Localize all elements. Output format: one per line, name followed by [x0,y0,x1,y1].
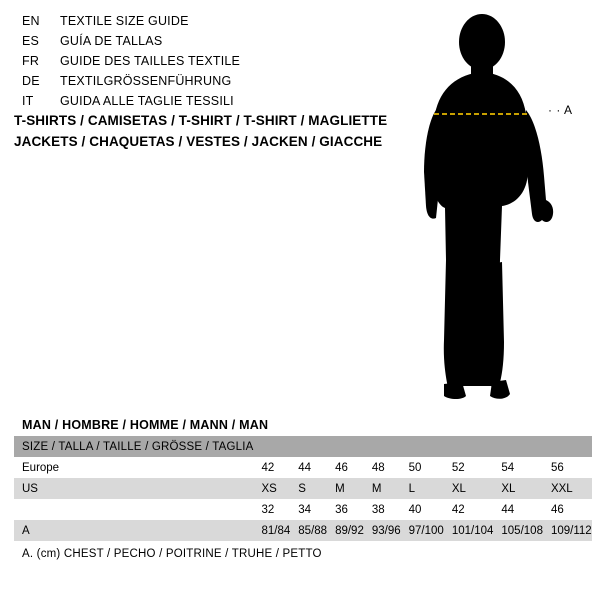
table-header-row [14,436,592,457]
table-row [14,457,592,478]
table-header-cell [401,436,444,457]
category-tshirts: T-SHIRTS / CAMISETAS / T-SHIRT / T-SHIRT / MAGLIETTE [14,113,388,128]
row-cell: M [371,482,382,495]
row-cell: 52 [451,461,465,474]
legend-row [22,54,382,74]
legend-row [22,34,382,54]
table-header-cell [543,436,592,457]
row-cell: XS [261,482,277,495]
figure-right-foot [490,380,510,399]
row-cell: XXL [550,482,573,495]
row-cell: 56 [550,461,564,474]
category-jackets: JACKETS / CHAQUETAS / VESTES / JACKEN / GIACCHE [14,134,383,149]
figure-left-foot [444,382,466,399]
row-cell: 44 [298,461,312,474]
language-legend [22,14,382,114]
legend-language-text: GUÍA DE TALLAS [60,34,163,48]
row-cell: 34 [298,503,312,516]
legend-language-code: DE [22,74,40,88]
row-cell: 81/84 [261,524,291,537]
table-header-cell [254,436,291,457]
legend-row [22,14,382,34]
chest-measure-letter: A [564,103,573,117]
legend-language-code: FR [22,54,40,68]
table-header-cell [444,436,494,457]
row-cell: 89/92 [335,524,364,537]
row-cell: 42 [261,461,275,474]
legend-language-code: IT [22,94,34,108]
legend-language-text: TEXTILGRÖSSENFÜHRUNG [60,74,232,88]
row-cell: 44 [501,503,515,516]
table-header-cell [493,436,543,457]
row-cell: S [298,482,306,495]
legend-language-text: GUIDA ALLE TAGLIE TESSILI [60,94,234,108]
row-cell: 48 [371,461,385,474]
row-cell: 32 [261,503,275,516]
row-cell: 54 [501,461,515,474]
table-row [14,499,592,520]
size-table-title: MAN / HOMBRE / HOMME / MANN / MAN [22,418,269,432]
row-cell: 38 [371,503,385,516]
table-header-cell [327,436,364,457]
row-cell: 109/112 [550,524,592,537]
table-header-cell [364,436,401,457]
row-label: US [22,482,38,495]
legend-language-text: GUIDE DES TAILLES TEXTILE [60,54,241,68]
chest-footnote: A. (cm) CHEST / PECHO / POITRINE / TRUHE / PETTO [22,548,322,560]
silhouette-svg [400,10,600,410]
chest-measure-leader: · · [548,103,561,117]
legend-language-code: ES [22,34,40,48]
row-cell: M [335,482,345,495]
row-cell: 50 [408,461,422,474]
legend-language-code: EN [22,14,40,28]
row-cell: XL [451,482,466,495]
row-label: Europe [22,461,60,474]
row-label: A [22,524,30,537]
legend-language-text: TEXTILE SIZE GUIDE [60,14,189,28]
figure-left-arm [424,110,440,219]
row-cell: 36 [335,503,348,516]
row-label [14,499,254,520]
figure-right-arm [524,110,553,222]
chest-measure-label [548,103,573,117]
table-row [14,478,592,499]
row-cell: 105/108 [501,524,543,537]
row-cell: XL [501,482,516,495]
row-cell: 93/96 [371,524,401,537]
legend-row [22,74,382,94]
figure-head [459,14,505,70]
row-cell: L [408,482,416,495]
row-cell: 97/100 [408,524,444,537]
size-table [14,436,592,541]
size-table-section [14,418,592,541]
row-cell: 46 [335,461,348,474]
row-cell: 101/104 [451,524,494,537]
row-cell: 46 [550,503,564,516]
garment-categories [14,110,414,152]
male-silhouette-figure [400,10,600,410]
table-header-cell [290,436,327,457]
row-cell: 42 [451,503,465,516]
table-header-label: SIZE / TALLA / TAILLE / GRÖSSE / TAGLIA [22,440,254,453]
row-cell: 40 [408,503,422,516]
row-cell: 85/88 [298,524,328,537]
table-row [14,520,592,541]
